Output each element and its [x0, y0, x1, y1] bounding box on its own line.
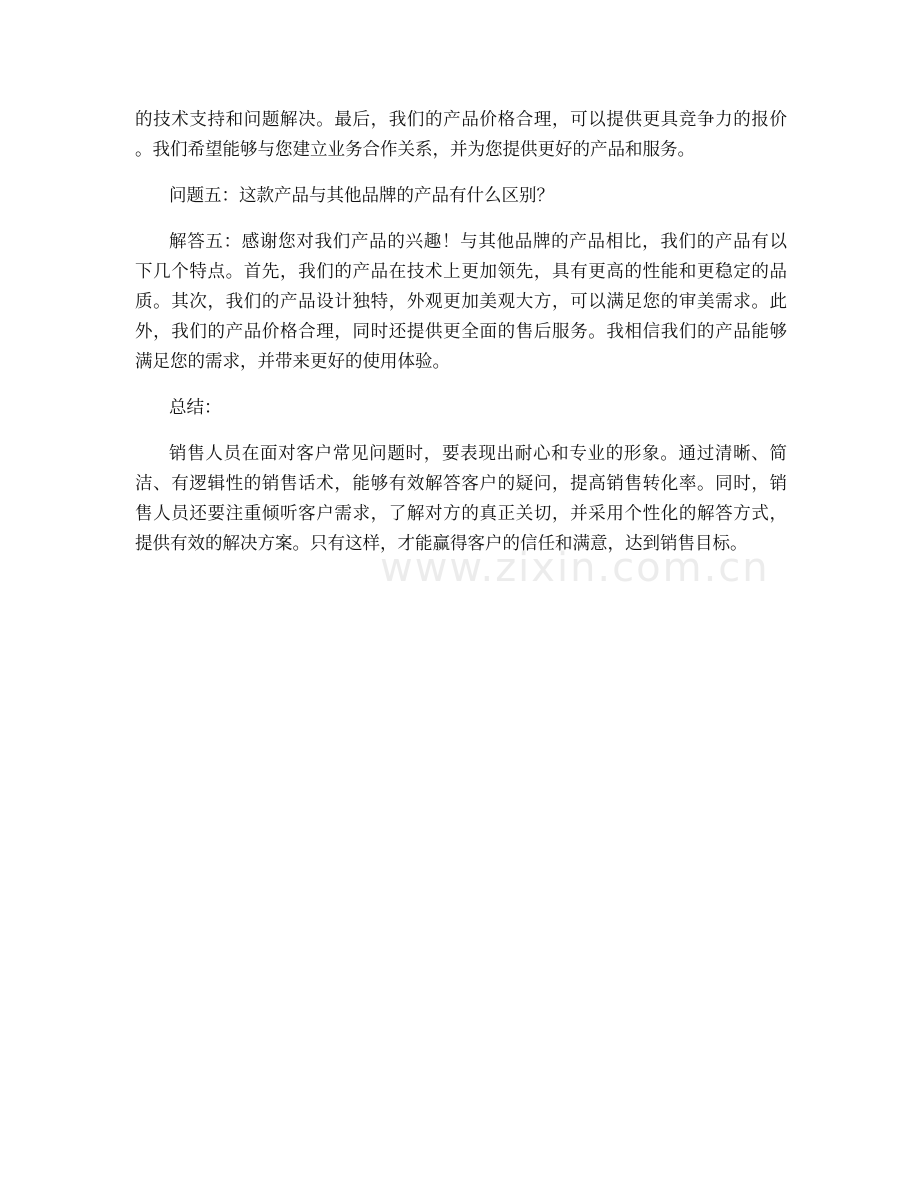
text-line: 质。其次，我们的产品设计独特，外观更加美观大方，可以满足您的审美需求。此	[135, 292, 787, 312]
text-line: 售人员还要注重倾听客户需求，了解对方的真正关切，并采用个性化的解答方式，	[135, 504, 787, 524]
text-line: 提供有效的解决方案。只有这样，才能赢得客户的信任和满意，达到销售目标。	[135, 534, 748, 554]
text-line: 满足您的需求，并带来更好的使用体验。	[135, 352, 450, 372]
watermark: www.zixin.com.cn	[380, 545, 770, 591]
summary-heading: 总结：	[169, 398, 222, 418]
text-line: 洁、有逻辑性的销售话术，能够有效解答客户的疑问，提高销售转化率。同时，销	[135, 474, 787, 494]
paragraph-continuation	[135, 105, 787, 165]
text-line: 外，我们的产品价格合理，同时还提供更全面的售后服务。我相信我们的产品能够	[135, 322, 787, 342]
summary-paragraph	[135, 439, 787, 559]
document-body	[135, 105, 787, 559]
answer-five	[135, 227, 787, 377]
text-line: 的技术支持和问题解决。最后，我们的产品价格合理，可以提供更具竞争力的报价	[135, 110, 787, 130]
question-five: 问题五：这款产品与其他品牌的产品有什么区别？	[169, 186, 554, 206]
text-line: 销售人员在面对客户常见问题时，要表现出耐心和专业的形象。通过清晰、简	[169, 444, 787, 464]
text-line: 解答五：感谢您对我们产品的兴趣！与其他品牌的产品相比，我们的产品有以	[169, 232, 787, 252]
text-line: 下几个特点。首先，我们的产品在技术上更加领先，具有更高的性能和更稳定的品	[135, 262, 787, 282]
text-line: 。我们希望能够与您建立业务合作关系，并为您提供更好的产品和服务。	[135, 140, 695, 160]
